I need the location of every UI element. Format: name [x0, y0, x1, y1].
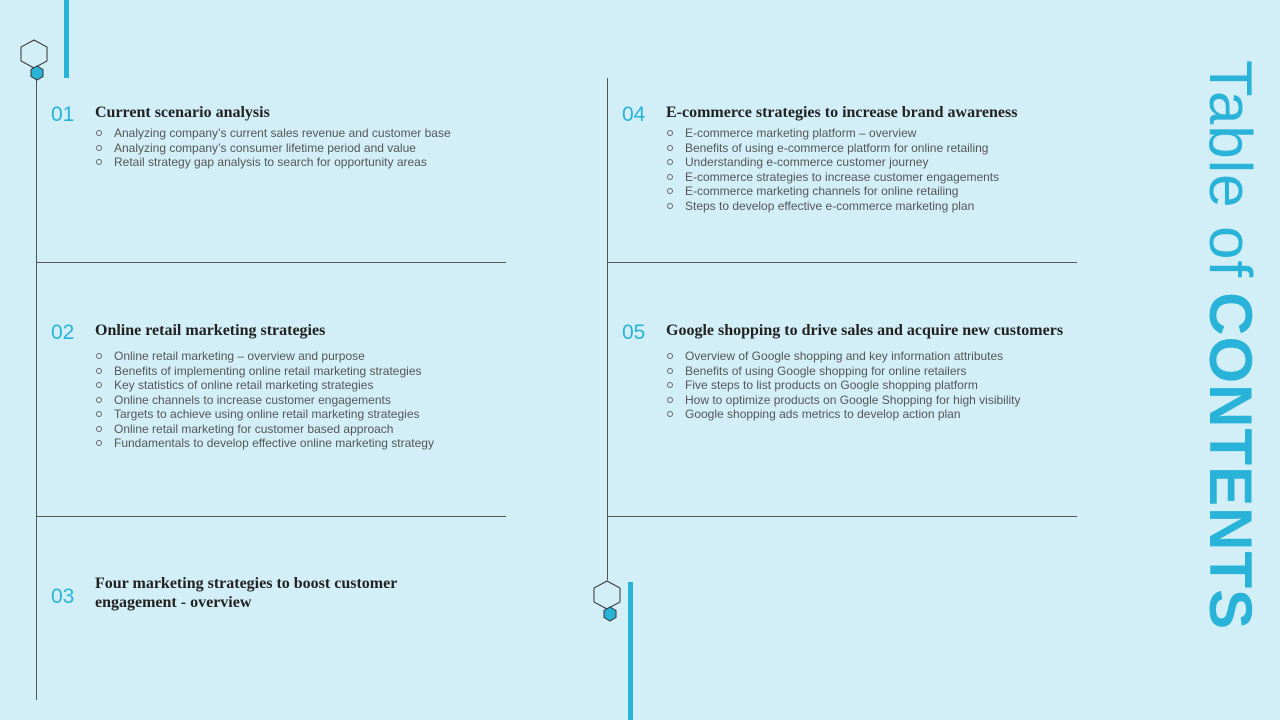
section-number: 05 [622, 321, 646, 344]
page-title-bold: CONTENTS [1197, 292, 1264, 631]
accent-bar-top-left [64, 0, 69, 78]
timeline-line-left [36, 80, 37, 700]
list-item: How to optimize products on Google Shopping for high visibility [666, 393, 1021, 408]
accent-bar-bottom-center [628, 582, 633, 720]
list-item: Analyzing company’s current sales revenue and customer base [95, 126, 451, 141]
list-item: Benefits of using e-commerce platform for online retailing [666, 141, 999, 156]
divider-left-1 [36, 262, 506, 263]
list-item: E-commerce strategies to increase customer engagements [666, 170, 999, 185]
list-item: Targets to achieve using online retail marketing strategies [95, 407, 434, 422]
list-item: Analyzing company’s consumer lifetime period and value [95, 141, 451, 156]
list-item: Online retail marketing – overview and purpose [95, 349, 434, 364]
section-title-line1: Four marketing strategies to boost customer [95, 575, 398, 592]
list-item: E-commerce marketing platform – overview [666, 126, 999, 141]
section-number: 01 [51, 103, 75, 126]
list-item: E-commerce marketing channels for online retailing [666, 184, 999, 199]
divider-right-1 [607, 262, 1077, 263]
divider-left-2 [36, 516, 506, 517]
list-item: Understanding e-commerce customer journey [666, 155, 999, 170]
section-items [95, 126, 451, 170]
section-title: Current scenario analysis [95, 104, 270, 121]
section-items [95, 349, 434, 451]
list-item: Benefits of using Google shopping for online retailers [666, 364, 1021, 379]
list-item: Google shopping ads metrics to develop action plan [666, 407, 1021, 422]
hexagon-icon-center [593, 580, 623, 624]
hexagon-icon-top-left [20, 39, 50, 83]
section-title-line2: engagement - overview [95, 594, 252, 611]
section-items [666, 126, 999, 213]
divider-right-2 [607, 516, 1077, 517]
section-number: 04 [622, 103, 646, 126]
timeline-line-center [607, 78, 608, 580]
list-item: Steps to develop effective e-commerce marketing plan [666, 199, 999, 214]
list-item: Online retail marketing for customer based approach [95, 422, 434, 437]
section-number: 02 [51, 321, 75, 344]
list-item: Retail strategy gap analysis to search for opportunity areas [95, 155, 451, 170]
section-title: Google shopping to drive sales and acquire new customers [666, 322, 1064, 339]
page-title [1140, 60, 1264, 640]
page-title-light: Table of [1197, 60, 1264, 279]
list-item: Fundamentals to develop effective online marketing strategy [95, 436, 434, 451]
section-items [666, 349, 1021, 422]
list-item: Five steps to list products on Google shopping platform [666, 378, 1021, 393]
list-item: Key statistics of online retail marketing strategies [95, 378, 434, 393]
section-title: Online retail marketing strategies [95, 322, 326, 339]
list-item: Overview of Google shopping and key information attributes [666, 349, 1021, 364]
section-number: 03 [51, 585, 75, 608]
section-title: E-commerce strategies to increase brand awareness [666, 104, 1018, 121]
list-item: Benefits of implementing online retail marketing strategies [95, 364, 434, 379]
list-item: Online channels to increase customer engagements [95, 393, 434, 408]
